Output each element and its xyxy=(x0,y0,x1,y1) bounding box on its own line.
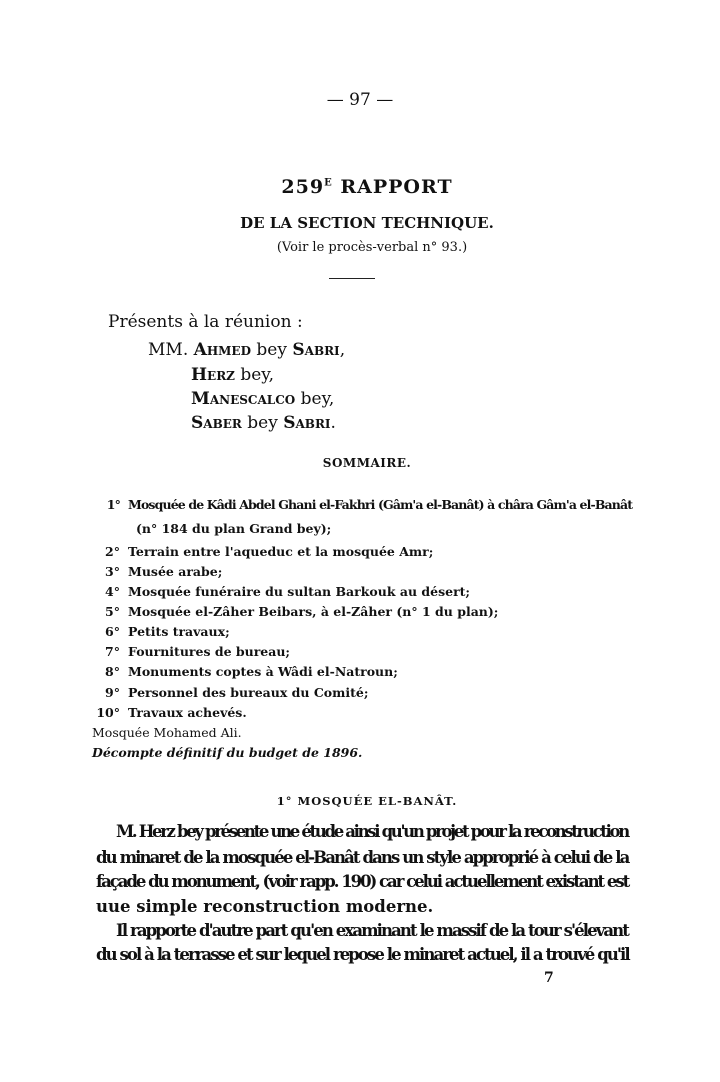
member-punct: , xyxy=(328,389,335,409)
body-line: du sol à la terrasse et sur lequel repose le minaret actuel, il a trouvé qu'il xyxy=(96,945,629,964)
attendance-member xyxy=(148,340,345,360)
report-number: 259 xyxy=(281,176,325,198)
attendance-label: Présents à la réunion : xyxy=(108,312,303,332)
member-punct: , xyxy=(339,340,346,360)
report-subtitle: DE LA SECTION TECHNIQUE. xyxy=(240,214,494,232)
report-reference: (Voir le procès-verbal n° 93.) xyxy=(276,240,468,255)
summary-item-text: Mosquée de Kâdi Abdel Ghani el-Fakhri (Gâm'a el-Banât) à châra Gâm'a el-Banât xyxy=(128,497,633,512)
summary-item xyxy=(92,644,290,659)
summary-item-number: 2° xyxy=(105,544,120,559)
summary-item-text: Terrain entre l'aqueduc et la mosquée Amr; xyxy=(128,544,434,559)
member-surname: Sabri xyxy=(292,340,340,360)
summary-item-text: Personnel des bureaux du Comité; xyxy=(128,685,369,700)
summary-item-text: Fournitures de bureau; xyxy=(128,644,291,659)
attendance-prefix: MM. xyxy=(148,340,189,360)
summary-item-number: 6° xyxy=(105,624,120,639)
member-title: bey xyxy=(256,340,287,360)
summary-item xyxy=(92,664,398,679)
summary-item-number: 8° xyxy=(105,664,120,679)
summary-item-text: Petits travaux; xyxy=(128,624,230,639)
folio-signature: 7 xyxy=(544,970,554,986)
summary-item-text: Mosquée el-Zâher Beibars, à el-Zâher (n° 1 du plan); xyxy=(128,604,499,619)
member-surname: Sabri xyxy=(283,413,331,433)
summary-item xyxy=(92,564,222,579)
summary-item xyxy=(92,685,368,700)
body-line: M. Herz bey présente une étude ainsi qu'un projet pour la reconstruction xyxy=(116,822,628,841)
page-number: — 97 — xyxy=(326,90,394,110)
report-title xyxy=(0,176,720,198)
summary-heading: SOMMAIRE. xyxy=(322,456,412,470)
summary-item-number: 10° xyxy=(96,705,120,720)
summary-item xyxy=(92,584,470,599)
member-punct: , xyxy=(268,365,275,385)
attendance-member xyxy=(191,389,334,409)
attendance-member xyxy=(191,365,274,385)
member-title: bey xyxy=(240,365,269,385)
attendance-member xyxy=(191,413,336,433)
summary-item-number: 1° xyxy=(106,497,120,512)
member-given-name: Herz xyxy=(191,365,235,385)
body-line: du minaret de la mosquée el-Banât dans un style approprié à celui de la xyxy=(96,848,629,867)
body-line: uue simple reconstruction moderne. xyxy=(96,897,434,916)
summary-item-number: 3° xyxy=(105,564,120,579)
member-title: bey xyxy=(247,413,278,433)
member-title: bey xyxy=(300,389,329,409)
summary-item-text: Travaux achevés. xyxy=(128,705,247,720)
section-heading: 1° MOSQUÉE EL-BANÂT. xyxy=(276,794,458,808)
body-line: Il rapporte d'autre part qu'en examinant le massif de la tour s'élevant xyxy=(116,921,628,940)
summary-extra-italic: Décompte définitif du budget de 1896. xyxy=(92,745,363,760)
summary-item-text: Mosquée funéraire du sultan Barkouk au désert; xyxy=(128,584,471,599)
summary-item xyxy=(136,521,331,536)
summary-extra: Mosquée Mohamed Ali. xyxy=(92,725,242,740)
summary-item-number: 4° xyxy=(105,584,120,599)
member-given-name: Ahmed xyxy=(193,340,251,360)
summary-item-number: 5° xyxy=(105,604,120,619)
summary-item xyxy=(92,544,433,559)
summary-item-text: Musée arabe; xyxy=(128,564,223,579)
summary-item xyxy=(92,497,632,512)
report-number-suffix: E xyxy=(324,177,333,189)
report-title-word: RAPPORT xyxy=(340,176,453,198)
summary-item-number: 9° xyxy=(105,685,120,700)
summary-item xyxy=(92,624,230,639)
member-given-name: Saber xyxy=(191,413,242,433)
member-punct: . xyxy=(330,413,336,433)
title-divider xyxy=(329,278,375,279)
summary-item-text: (n° 184 du plan Grand bey); xyxy=(136,521,332,536)
summary-item-number: 7° xyxy=(105,644,120,659)
summary-item-text: Monuments coptes à Wâdi el-Natroun; xyxy=(128,664,398,679)
summary-item xyxy=(92,705,247,720)
summary-item xyxy=(92,604,498,619)
body-line: façade du monument, (voir rapp. 190) car celui actuellement existant est xyxy=(96,872,629,891)
member-given-name: Manescalco xyxy=(191,389,296,409)
